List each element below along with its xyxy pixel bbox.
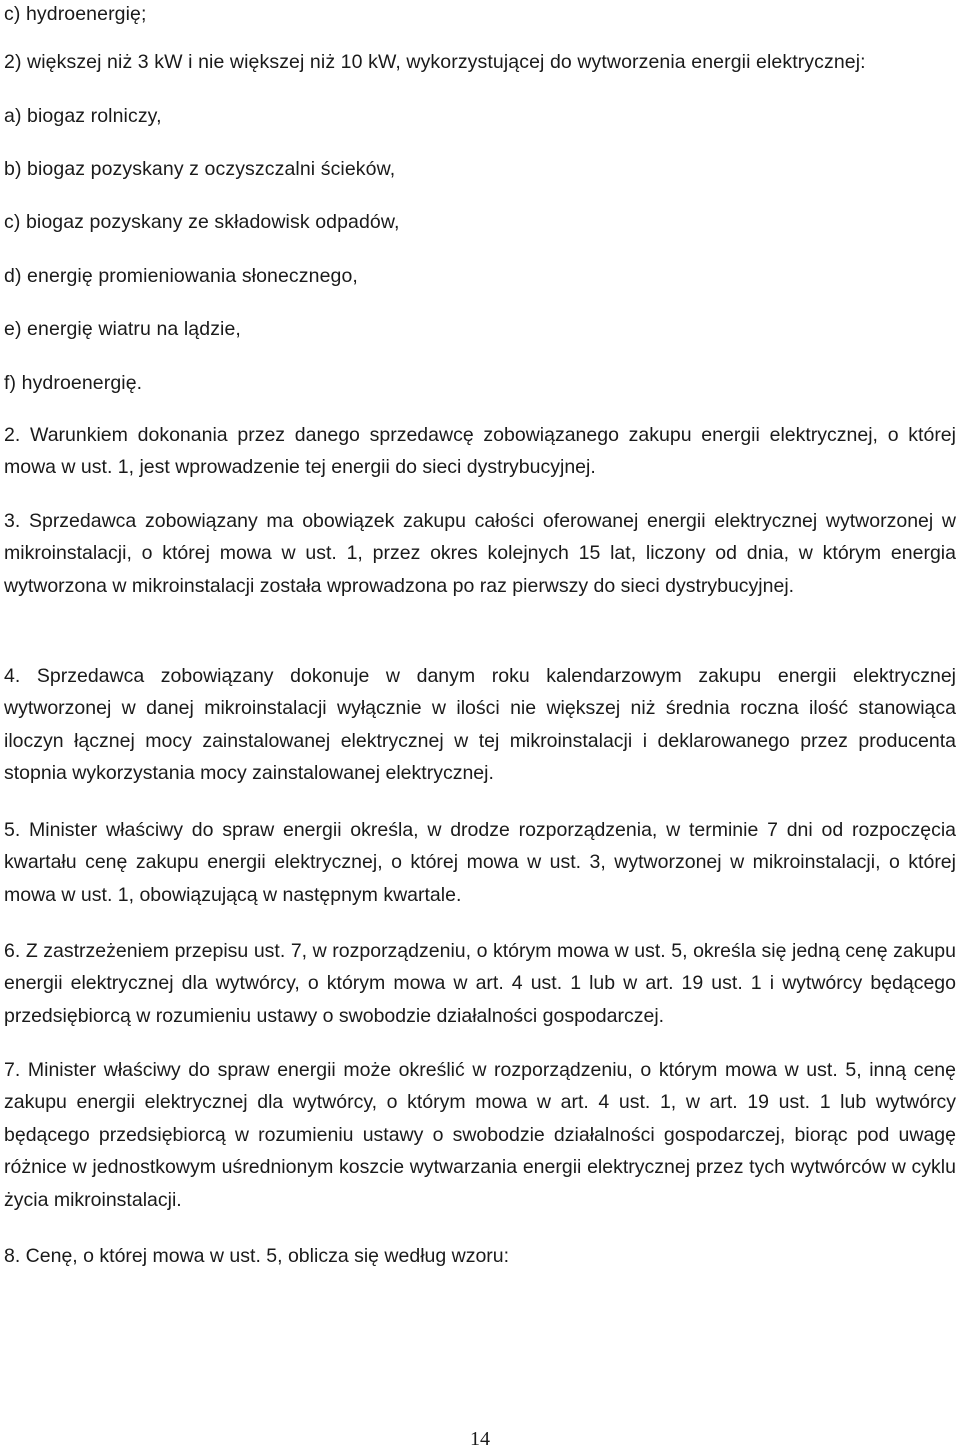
list-item: c) hydroenergię; (4, 3, 147, 25)
list-item: b) biogaz pozyskany z oczyszczalni ścieków, (4, 158, 396, 180)
paragraph-8: 8. Cenę, o której mowa w ust. 5, oblicza się według wzoru: (4, 1245, 510, 1267)
list-item: f) hydroenergię. (4, 372, 143, 394)
list-item: 2) większej niż 3 kW i nie większej niż 10 kW, wykorzystującej do wytworzenia energii elektrycznej: (4, 51, 866, 73)
paragraph-3: 3. Sprzedawca zobowiązany ma obowiązek zakupu całości oferowanej energii elektrycznej wytworzonej w mikroinstalacji, o której mowa w ust. 1, przez okres kolejnych 15 lat, liczony od dnia, w którym energia wytworzona w mikroinstalacji została wprowadzona po raz pierwszy do sieci dystrybucyjnej. (4, 510, 956, 597)
paragraph-7: 7. Minister właściwy do spraw energii może określić w rozporządzeniu, o którym mowa w ust. 5, inną cenę zakupu energii elektrycznej dla wytwórcy, o którym mowa w art. 4 ust. 1, w art. 19 ust. 1 lub wytwórcy będącego przedsiębiorcą w rozumieniu ustawy o swobodzie działalności gospodarczej, biorąc pod uwagę różnice w jednostkowym uśrednionym koszcie wytwarzania energii elektrycznej przez tych wytwórców w cyklu życia mikroinstalacji. (4, 1059, 956, 1211)
list-item: d) energię promieniowania słonecznego, (4, 265, 358, 287)
list-item: a) biogaz rolniczy, (4, 105, 162, 127)
list-item: e) energię wiatru na lądzie, (4, 318, 241, 340)
list-item: c) biogaz pozyskany ze składowisk odpadów, (4, 211, 400, 233)
paragraph-4: 4. Sprzedawca zobowiązany dokonuje w danym roku kalendarzowym zakupu energii elektrycznej wytworzonej w danej mikroinstalacji wyłącznie w ilości nie większej niż średnia roczna ilość stanowiąca iloczyn łącznej mocy zainstalowanej elektrycznej w tej mikroinstalacji i deklarowanego przez producenta stopnia wykorzystania mocy zainstalowanej elektrycznej. (4, 665, 956, 785)
paragraph-2: 2. Warunkiem dokonania przez danego sprzedawcę zobowiązanego zakupu energii elektrycznej, o której mowa w ust. 1, jest wprowadzenie tej energii do sieci dystrybucyjnej. (4, 424, 956, 479)
page-number: 14 (470, 1428, 490, 1450)
paragraph-6: 6. Z zastrzeżeniem przepisu ust. 7, w rozporządzeniu, o którym mowa w ust. 5, określa się jedną cenę zakupu energii elektrycznej dla wytwórcy, o którym mowa w art. 4 ust. 1 lub w art. 19 ust. 1 i wytwórcy będącego przedsiębiorcą w rozumieniu ustawy o swobodzie działalności gospodarczej. (4, 940, 956, 1027)
paragraph-5: 5. Minister właściwy do spraw energii określa, w drodze rozporządzenia, w terminie 7 dni od rozpoczęcia kwartału cenę zakupu energii elektrycznej, o której mowa w ust. 3, wytworzonej w mikroinstalacji, o której mowa w ust. 1, obowiązującą w następnym kwartale. (4, 819, 956, 906)
